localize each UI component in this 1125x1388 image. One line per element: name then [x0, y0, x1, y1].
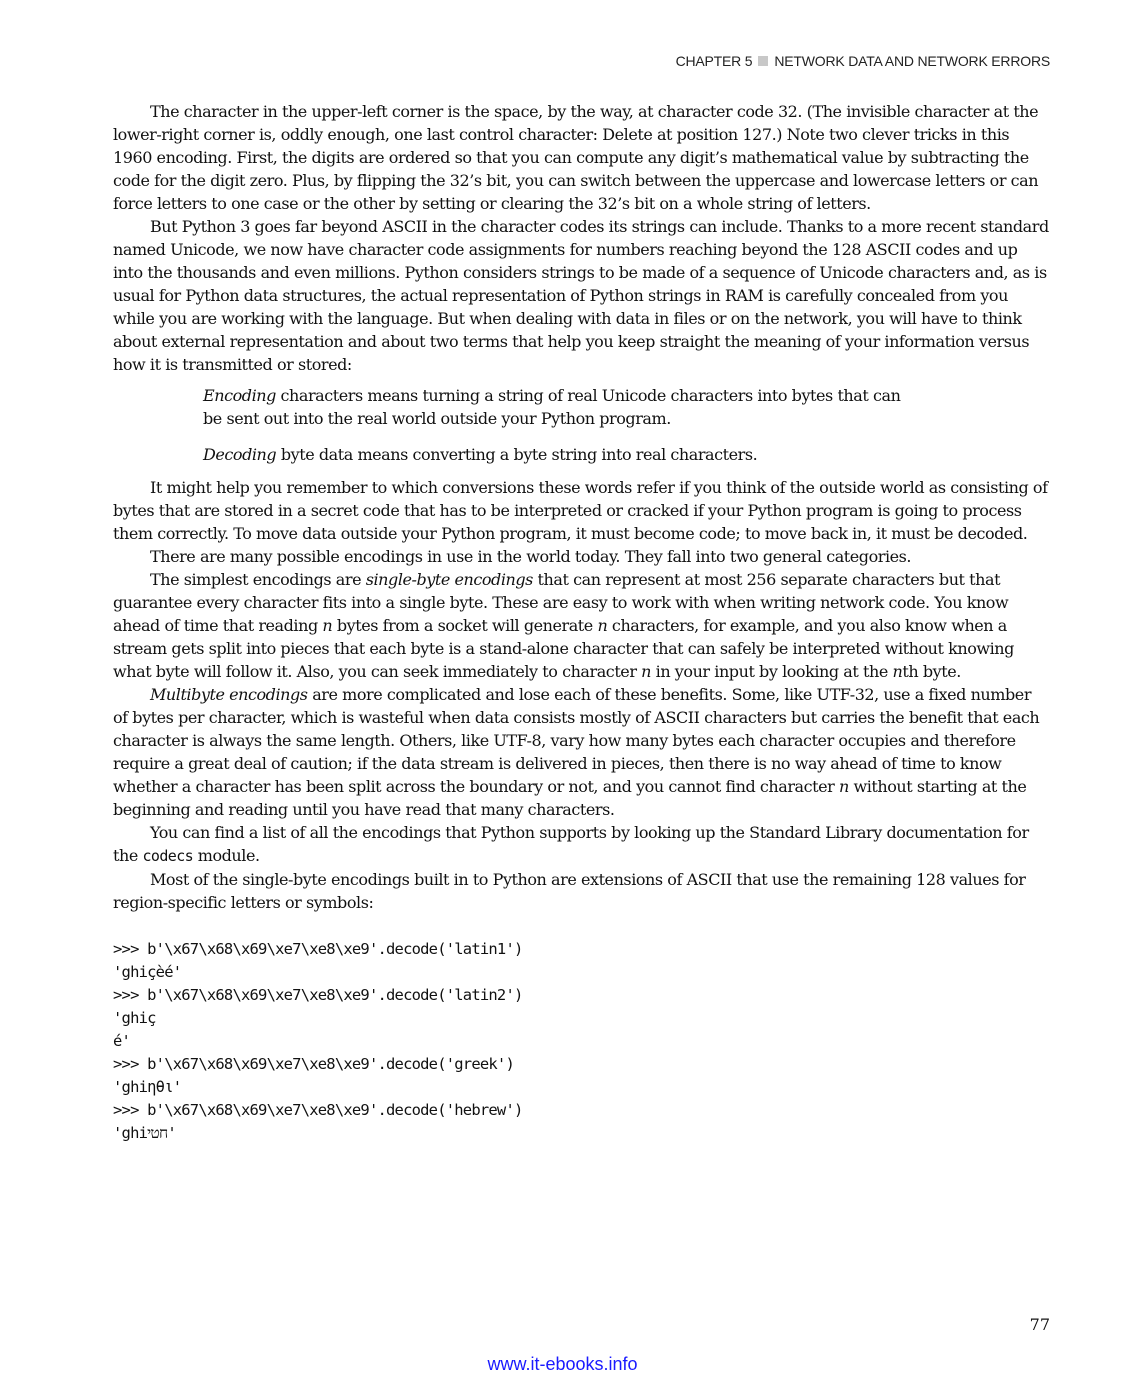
var-n: n [838, 777, 849, 796]
var-n: n [641, 662, 652, 681]
p5-text-b: that can represent at most 256 separate characters but that guarantee every character fits into a single byte. These are easy to work with when writing network code. You know ahead of time that reading [113, 570, 1009, 635]
p5-text-c: bytes from a socket will generate [332, 616, 598, 635]
code-line: >>> b'\x67\x68\x69\xe7\xe8\xe9'.decode('latin2') [113, 986, 523, 1004]
running-header [676, 53, 1050, 69]
p7-text-b: module. [193, 846, 260, 865]
p5-text-f: th byte. [902, 662, 961, 681]
paragraph-4: There are many possible encodings in use in the world today. They fall into two general categories. [150, 547, 912, 566]
definition-encoding-text: characters means turning a string of real Unicode characters into bytes that can be sent out into the real world outside your Python program. [203, 386, 901, 428]
var-n: n [597, 616, 608, 635]
code-line: 'ghiç [113, 1009, 156, 1027]
definition-encoding [203, 384, 923, 430]
chapter-title: NETWORK DATA AND NETWORK ERRORS [774, 53, 1050, 69]
p6-text-a: are more complicated and lose each of these benefits. Some, like UTF-32, use a fixed number of bytes per character, which is wasteful when data consists mostly of ASCII characters but carries the benefit that each character is always the same length. Others, like UTF-8, vary how many bytes each character occupies and therefore require a great deal of caution; if the data stream is delivered in pieces, then there is no way ahead of time to know whether a character has been split across the boundary or not, and you cannot find character [113, 685, 1040, 796]
code-block [113, 938, 1050, 1145]
code-line: 'ghiηθι' [113, 1078, 182, 1096]
header-separator-square [758, 56, 768, 66]
code-line: >>> b'\x67\x68\x69\xe7\xe8\xe9'.decode('hebrew') [113, 1101, 523, 1119]
paragraph-3: It might help you remember to which conversions these words refer if you think of the outside world as consisting of bytes that are stored in a secret code that has to be interpreted or cracked if your Python program is going to process them correctly. To move data outside your Python program, it must become code; to move back in, it must be decoded. [113, 478, 1048, 543]
definition-decoding-text: byte data means converting a byte string into real characters. [276, 445, 758, 464]
definition-decoding [203, 443, 923, 466]
paragraph-1: The character in the upper-left corner is the space, by the way, at character code 32. (The invisible character at the lower-right corner is, oddly enough, one last control character: Delete at position 127.) Note two clever tricks in this 1960 encoding. First, the digits are ordered so that you can compute any digit’s mathematical value by subtracting the code for the digit zero. Plus, by flipping the 32’s bit, you can switch between the uppercase and lowercase letters or can force letters to one case or the other by setting or clearing the 32’s bit on a whole string of letters. [113, 102, 1039, 213]
paragraph-5 [113, 568, 1050, 683]
term-multibyte: Multibyte encodings [150, 685, 308, 704]
paragraph-2: But Python 3 goes far beyond ASCII in the character codes its strings can include. Thanks to a more recent standard named Unicode, we now have character code assignments for numbers reaching beyond the 128 ASCII codes and up into the thousands and even millions. Python considers strings to be made of a sequence of Unicode characters and, as is usual for Python data structures, the actual representation of Python strings in RAM is carefully concealed from you while you are working with the language. But when dealing with data in files or on the network, you will have to think about external representation and about two terms that help you keep straight the meaning of your information versus how it is transmitted or stored: [113, 217, 1049, 374]
code-line: >>> b'\x67\x68\x69\xe7\xe8\xe9'.decode('latin1') [113, 940, 523, 958]
term-encoding: Encoding [203, 386, 276, 405]
paragraph-8: Most of the single-byte encodings built in to Python are extensions of ASCII that use the remaining 128 values for region-specific letters or symbols: [113, 870, 1026, 912]
code-line: 'ghiçèé' [113, 963, 182, 981]
term-single-byte: single-byte encodings [365, 570, 533, 589]
definition-list [203, 384, 923, 466]
paragraph-7 [113, 821, 1050, 868]
footer-link[interactable]: www.it-ebooks.info [487, 1354, 638, 1374]
inline-code-codecs: codecs [142, 847, 194, 865]
code-line: é' [113, 1032, 131, 1050]
chapter-label: CHAPTER 5 [675, 53, 753, 69]
p5-text-d: characters, for example, and you also know when a stream gets split into pieces that each byte is a stand-alone character that can safely be interpreted without knowing what byte will follow it. Also, you can seek immediately to character [113, 616, 1014, 681]
p6-text-b: without starting at the beginning and reading until you have read that many characters. [113, 777, 1027, 819]
p5-text-e: in your input by looking at the [651, 662, 893, 681]
code-line: >>> b'\x67\x68\x69\xe7\xe8\xe9'.decode('greek') [113, 1055, 514, 1073]
code-line: 'ghiחטי' [113, 1124, 176, 1142]
p7-text-a: You can find a list of all the encodings that Python supports by looking up the Standard Library documentation for the [113, 823, 1029, 865]
p5-text-a: The simplest encodings are [150, 570, 366, 589]
var-n: n [892, 662, 903, 681]
page-body [113, 100, 1050, 1145]
page-number: 77 [1029, 1315, 1050, 1334]
paragraph-6 [113, 683, 1050, 821]
term-decoding: Decoding [203, 445, 277, 464]
var-n: n [322, 616, 333, 635]
